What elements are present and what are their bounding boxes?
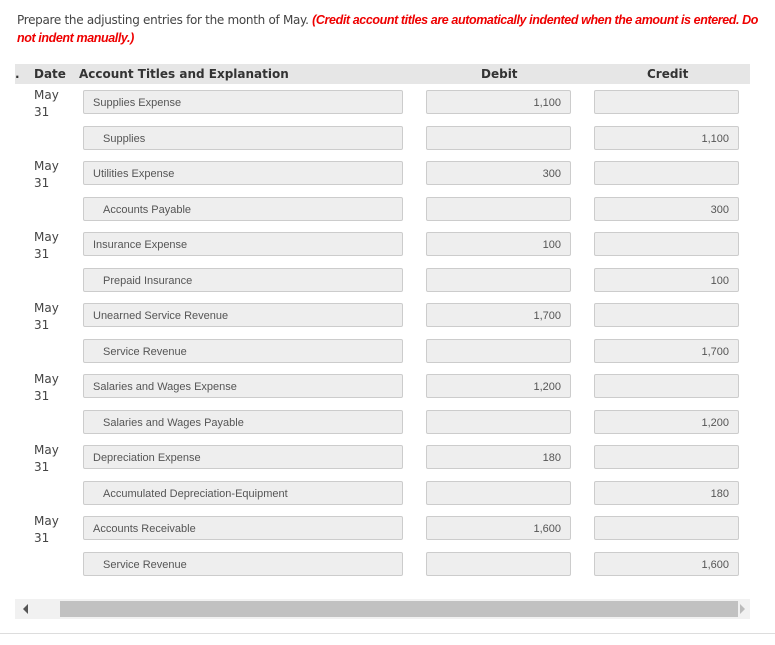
date-month: May [34,88,59,102]
journal-row-credit [0,479,775,514]
journal-row-debit [0,159,775,194]
date-day: 31 [34,105,50,119]
journal-row-credit [0,550,775,585]
credit-input[interactable]: 1,200 [594,410,739,434]
date-month: May [34,372,59,386]
credit-input[interactable] [594,232,739,256]
date-day: 31 [34,531,50,545]
entry-date [34,371,59,405]
journal-row-credit [0,195,775,230]
account-title-input[interactable]: Unearned Service Revenue [83,303,403,327]
date-month: May [34,301,59,315]
debit-input[interactable]: 1,600 [426,516,571,540]
journal-row-debit [0,88,775,123]
debit-input[interactable]: 1,700 [426,303,571,327]
credit-input[interactable] [594,161,739,185]
debit-input[interactable] [426,552,571,576]
entry-date [34,87,59,121]
account-title-input[interactable]: Insurance Expense [83,232,403,256]
journal-row-credit [0,408,775,443]
credit-input[interactable]: 1,600 [594,552,739,576]
account-title-input[interactable]: Depreciation Expense [83,445,403,469]
journal-row-credit [0,124,775,159]
instruction-note: (Credit account titles are automatically indented when the amount is entered. Do not indent manually.) [17,13,759,45]
journal-row-credit [0,266,775,301]
date-month: May [34,514,59,528]
journal-row-debit [0,372,775,407]
scroll-left-icon[interactable] [23,604,28,614]
account-title-input[interactable]: Accounts Payable [83,197,403,221]
credit-input[interactable] [594,516,739,540]
credit-input[interactable] [594,90,739,114]
journal-row-debit [0,301,775,336]
credit-input[interactable]: 300 [594,197,739,221]
scroll-right-icon[interactable] [740,604,745,614]
date-day: 31 [34,318,50,332]
header-no: . [15,67,20,81]
entry-date [34,158,59,192]
debit-input[interactable] [426,268,571,292]
entry-date [34,300,59,334]
entry-date [34,229,59,263]
credit-input[interactable]: 100 [594,268,739,292]
credit-input[interactable]: 1,100 [594,126,739,150]
debit-input[interactable] [426,197,571,221]
scrollbar-thumb[interactable] [60,601,738,617]
credit-input[interactable] [594,303,739,327]
debit-input[interactable]: 300 [426,161,571,185]
account-title-input[interactable]: Salaries and Wages Payable [83,410,403,434]
account-title-input[interactable]: Supplies Expense [83,90,403,114]
credit-input[interactable]: 180 [594,481,739,505]
debit-input[interactable] [426,126,571,150]
debit-input[interactable]: 180 [426,445,571,469]
divider [0,633,775,634]
journal-row-debit [0,443,775,478]
entry-date [34,513,59,547]
debit-input[interactable]: 100 [426,232,571,256]
date-day: 31 [34,460,50,474]
account-title-input[interactable]: Service Revenue [83,339,403,363]
horizontal-scrollbar[interactable] [15,599,750,619]
header-date: Date [34,67,66,81]
account-title-input[interactable]: Accounts Receivable [83,516,403,540]
date-day: 31 [34,389,50,403]
account-title-input[interactable]: Utilities Expense [83,161,403,185]
date-day: 31 [34,247,50,261]
date-month: May [34,230,59,244]
debit-input[interactable]: 1,100 [426,90,571,114]
date-month: May [34,159,59,173]
header-credit: Credit [647,67,689,81]
account-title-input[interactable]: Prepaid Insurance [83,268,403,292]
debit-input[interactable] [426,410,571,434]
account-title-input[interactable]: Service Revenue [83,552,403,576]
credit-input[interactable]: 1,700 [594,339,739,363]
debit-input[interactable] [426,339,571,363]
credit-input[interactable] [594,445,739,469]
credit-input[interactable] [594,374,739,398]
header-debit: Debit [481,67,518,81]
debit-input[interactable] [426,481,571,505]
instruction-text: Prepare the adjusting entries for the month of May. [17,13,309,27]
account-title-input[interactable]: Supplies [83,126,403,150]
account-title-input[interactable]: Salaries and Wages Expense [83,374,403,398]
instructions [17,11,762,47]
account-title-input[interactable]: Accumulated Depreciation-Equipment [83,481,403,505]
table-header [15,64,750,84]
journal-row-credit [0,337,775,372]
date-month: May [34,443,59,457]
header-account: Account Titles and Explanation [79,67,289,81]
journal-row-debit [0,230,775,265]
journal-row-debit [0,514,775,549]
entry-date [34,442,59,476]
date-day: 31 [34,176,50,190]
debit-input[interactable]: 1,200 [426,374,571,398]
